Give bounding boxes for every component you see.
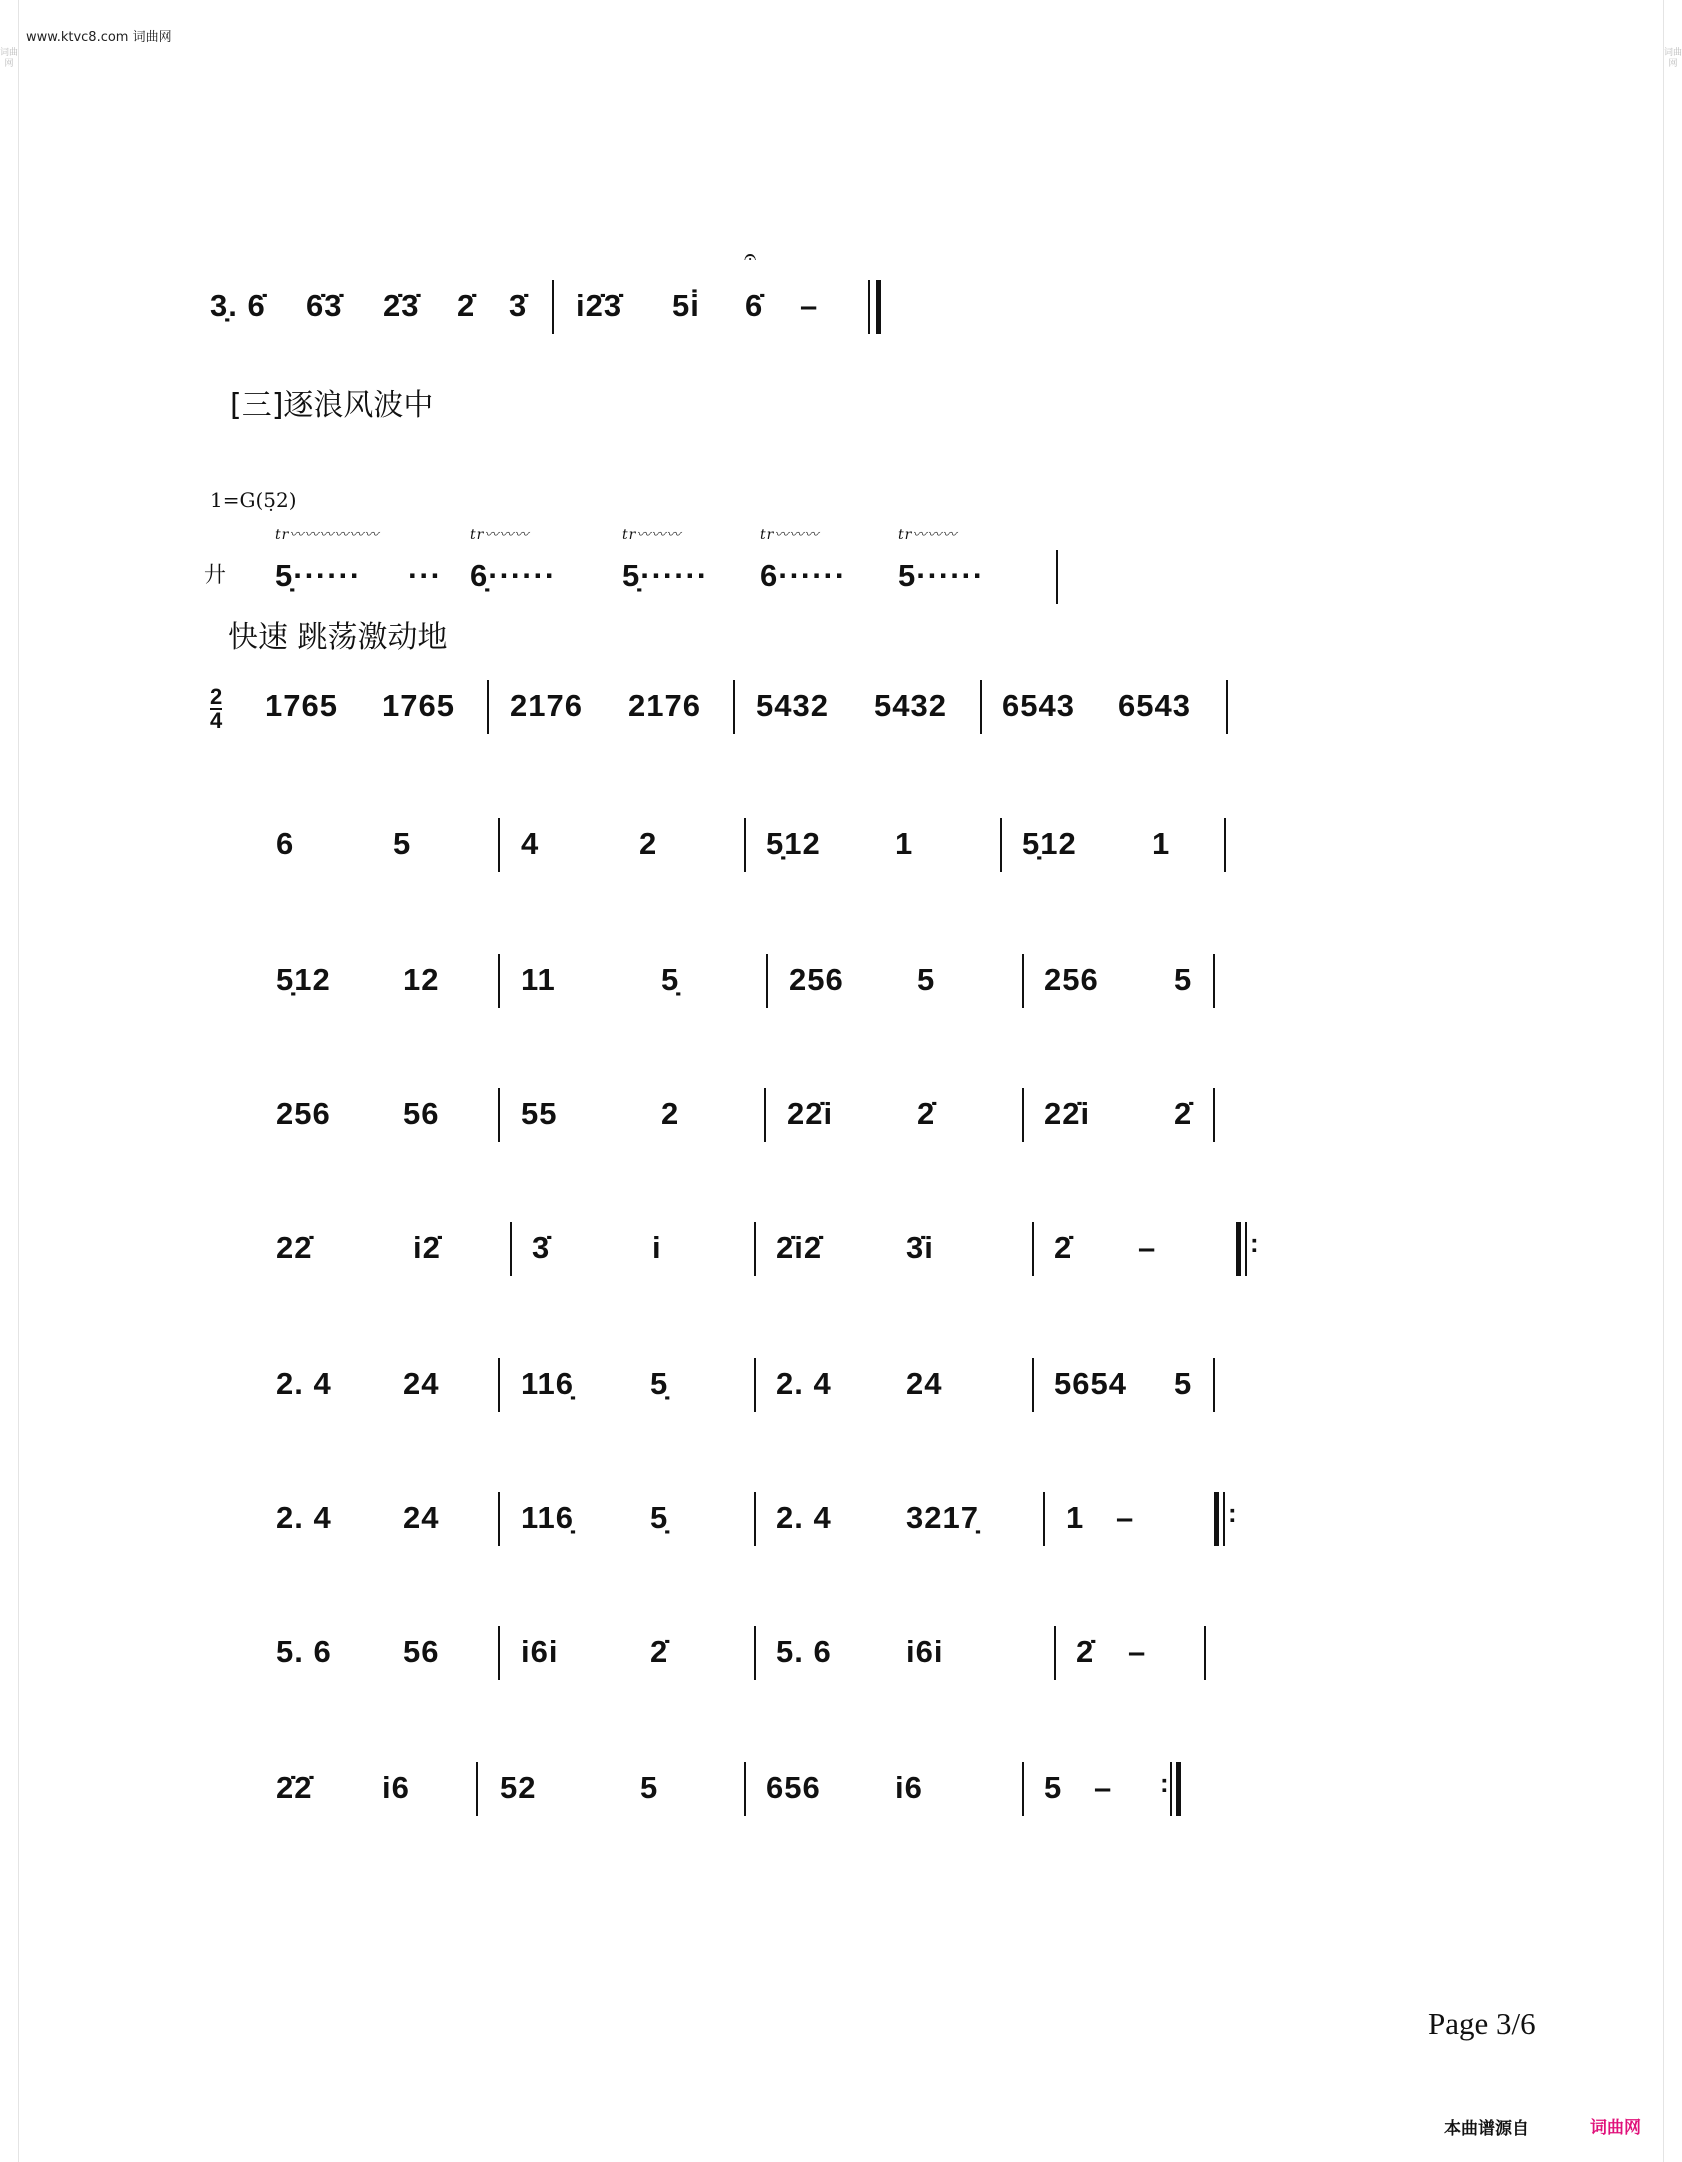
dash: – xyxy=(1128,1634,1147,1669)
note: 2̇ xyxy=(917,1096,936,1131)
score-row-8 xyxy=(0,1626,1682,1686)
key-signature: 1=G(5̣2) xyxy=(210,488,297,512)
note: 6̇3̇ xyxy=(306,288,343,323)
note: 6543 xyxy=(1002,688,1075,723)
note: 2 xyxy=(639,826,658,861)
score-row-2 xyxy=(0,818,1682,878)
note: i6i xyxy=(521,1634,559,1669)
barline xyxy=(1032,1358,1034,1412)
score-row-3 xyxy=(0,954,1682,1014)
trill-line xyxy=(0,527,1682,610)
trill-icon: tr〰〰〰 xyxy=(898,527,958,543)
note: 5654 xyxy=(1054,1366,1127,1401)
repeat-dots: : xyxy=(1160,1768,1169,1798)
note: 256 xyxy=(789,962,844,997)
note: i6 xyxy=(895,1770,923,1805)
score-row-1 xyxy=(0,680,1682,740)
note: 5̣12 xyxy=(1022,826,1077,861)
note: 5̣ xyxy=(650,1366,669,1401)
note: i6i xyxy=(906,1634,944,1669)
barline xyxy=(1226,680,1228,734)
trill-note: tr〰〰〰 6̣······ xyxy=(470,558,556,594)
note: 5̣12 xyxy=(276,962,331,997)
note: 2. 4 xyxy=(776,1366,832,1401)
note: 5 xyxy=(393,826,412,861)
note: i xyxy=(652,1230,662,1265)
barline xyxy=(1213,1088,1215,1142)
note: 5 xyxy=(1174,962,1193,997)
barline xyxy=(498,1492,500,1546)
barline xyxy=(498,818,500,872)
score-row-4 xyxy=(0,1088,1682,1148)
barline xyxy=(754,1492,756,1546)
note: 2176 xyxy=(510,688,583,723)
barline xyxy=(1032,1222,1034,1276)
note: 24 xyxy=(906,1366,943,1401)
note: 11 xyxy=(521,962,556,997)
note: 2̇ xyxy=(650,1634,669,1669)
note: i2̇3̇ xyxy=(576,288,623,323)
note: 3̇ xyxy=(532,1230,551,1265)
note: 5̣ xyxy=(661,962,680,997)
note: 5. 6 xyxy=(276,1634,332,1669)
note: 2̇ xyxy=(457,288,476,323)
note: 52 xyxy=(500,1770,537,1805)
barline xyxy=(552,280,554,334)
note: 5̣ xyxy=(650,1500,669,1535)
score-row-5 xyxy=(0,1222,1682,1282)
note: 3̇ xyxy=(509,288,528,323)
repeat-thin-bar xyxy=(1170,1762,1172,1816)
note: 5i̇ xyxy=(672,288,700,323)
note: 22̇i xyxy=(787,1096,834,1131)
repeat-dots: : xyxy=(1228,1498,1237,1528)
repeat-thick-bar xyxy=(1214,1492,1219,1546)
time-signature-bottom: 4 xyxy=(210,708,223,733)
barline xyxy=(1204,1626,1206,1680)
note: 5432 xyxy=(874,688,947,723)
score-row-9 xyxy=(0,1762,1682,1822)
barline xyxy=(487,680,489,734)
note: 56 xyxy=(403,1096,440,1131)
trill-icon: tr〰〰〰 xyxy=(470,527,530,543)
trill-note: tr〰〰〰 5̣······ xyxy=(622,558,708,594)
note: ··· xyxy=(408,558,442,593)
barline xyxy=(744,1762,746,1816)
note: 12 xyxy=(403,962,440,997)
dash: – xyxy=(1116,1500,1135,1535)
barline xyxy=(498,1088,500,1142)
barline xyxy=(1022,954,1024,1008)
trill-note: tr〰〰〰 6······ xyxy=(760,558,846,594)
barline xyxy=(498,1626,500,1680)
barline xyxy=(754,1358,756,1412)
source-label: 本曲谱源自 xyxy=(1444,2119,1529,2139)
note: 5 xyxy=(917,962,936,997)
barline xyxy=(1213,1358,1215,1412)
barline xyxy=(498,1358,500,1412)
note: 3217̣ xyxy=(906,1500,979,1535)
barline xyxy=(754,1222,756,1276)
barline xyxy=(1000,818,1002,872)
fermata-icon: 𝄐 xyxy=(744,244,757,269)
note: 4 xyxy=(521,826,540,861)
repeat-start-sign xyxy=(1214,1492,1240,1546)
note: 5̣12 xyxy=(766,826,821,861)
note: 656 xyxy=(766,1770,821,1805)
note: 3̣. 6̇ xyxy=(210,288,266,323)
barline xyxy=(498,954,500,1008)
brand-link[interactable]: 词曲网 xyxy=(1590,2118,1641,2138)
barline xyxy=(1022,1088,1024,1142)
barline xyxy=(980,680,982,734)
note-with-fermata: 6̇ xyxy=(745,288,764,323)
note: 2 xyxy=(661,1096,680,1131)
note: i6 xyxy=(382,1770,410,1805)
note: 1765 xyxy=(382,688,455,723)
trill-note: tr〰〰〰〰〰〰 5̣······ xyxy=(275,558,361,594)
note: 256 xyxy=(276,1096,331,1131)
note: 5 xyxy=(640,1770,659,1805)
final-barline xyxy=(868,280,881,334)
barline xyxy=(764,1088,766,1142)
repeat-start-sign xyxy=(1236,1222,1262,1276)
barline xyxy=(1213,954,1215,1008)
trill-note: tr〰〰〰 5······ xyxy=(898,558,984,594)
note: 1 xyxy=(1066,1500,1085,1535)
barline xyxy=(754,1626,756,1680)
note: 2̇2̇ xyxy=(276,1770,313,1805)
barline xyxy=(1056,550,1058,604)
repeat-thick-bar xyxy=(1236,1222,1241,1276)
trill-icon: tr〰〰〰〰〰〰 xyxy=(275,527,380,543)
barline xyxy=(733,680,735,734)
note: 24 xyxy=(403,1500,440,1535)
note: 56 xyxy=(403,1634,440,1669)
repeat-dots: : xyxy=(1250,1228,1259,1258)
note: 2̇3̇ xyxy=(383,288,420,323)
note: 5 xyxy=(1174,1366,1193,1401)
note: 2. 4 xyxy=(776,1500,832,1535)
tempo-marking: 快速 跳荡激动地 xyxy=(228,620,448,655)
edge-watermark-text: 词曲网 xyxy=(0,48,19,69)
time-signature-top: 2 xyxy=(210,684,223,709)
note: 5. 6 xyxy=(776,1634,832,1669)
note: 2̇i2̇ xyxy=(776,1230,823,1265)
repeat-thick-bar xyxy=(1176,1762,1181,1816)
note: 2̇ xyxy=(1076,1634,1095,1669)
note: 256 xyxy=(1044,962,1099,997)
barline xyxy=(766,954,768,1008)
intro-prefix: 廾 xyxy=(204,562,228,587)
section-title: [三]逐浪风波中 xyxy=(230,388,434,423)
edge-watermark-text: 词曲网 xyxy=(1664,48,1682,69)
page-number: Page 3/6 xyxy=(1428,2006,1536,2041)
note: 1 xyxy=(895,826,914,861)
note: 6543 xyxy=(1118,688,1191,723)
note: 22̇ xyxy=(276,1230,313,1265)
note: 3̇i xyxy=(906,1230,934,1265)
dash: – xyxy=(800,288,819,323)
repeat-end-sign xyxy=(1160,1762,1186,1816)
score-row-6 xyxy=(0,1358,1682,1418)
note: 116̣ xyxy=(521,1366,575,1401)
note: 2176 xyxy=(628,688,701,723)
note: 22̇i xyxy=(1044,1096,1091,1131)
dash: – xyxy=(1138,1230,1157,1265)
site-header: www.ktvc8.com 词曲网 xyxy=(26,30,172,45)
barline xyxy=(1054,1626,1056,1680)
barline xyxy=(1022,1762,1024,1816)
barline xyxy=(744,818,746,872)
note: 5432 xyxy=(756,688,829,723)
note: 55 xyxy=(521,1096,558,1131)
note: 1 xyxy=(1152,826,1171,861)
note: 2̇ xyxy=(1174,1096,1193,1131)
note-tremolo: 2̇ xyxy=(1054,1230,1073,1265)
note: i2̇ xyxy=(413,1230,441,1265)
note: 116̣ xyxy=(521,1500,575,1535)
note: 24 xyxy=(403,1366,440,1401)
barline xyxy=(510,1222,512,1276)
dash: – xyxy=(1094,1770,1113,1805)
note: 6 xyxy=(276,826,295,861)
note: 2. 4 xyxy=(276,1500,332,1535)
note: 1765 xyxy=(265,688,338,723)
trill-icon: tr〰〰〰 xyxy=(760,527,820,543)
barline xyxy=(476,1762,478,1816)
note: 5 xyxy=(1044,1770,1063,1805)
barline xyxy=(1224,818,1226,872)
score-row-7 xyxy=(0,1492,1682,1552)
opening-line xyxy=(0,244,1682,340)
barline xyxy=(1043,1492,1045,1546)
repeat-thin-bar xyxy=(1223,1492,1225,1546)
repeat-thin-bar xyxy=(1245,1222,1247,1276)
trill-icon: tr〰〰〰 xyxy=(622,527,682,543)
note: 2. 4 xyxy=(276,1366,332,1401)
